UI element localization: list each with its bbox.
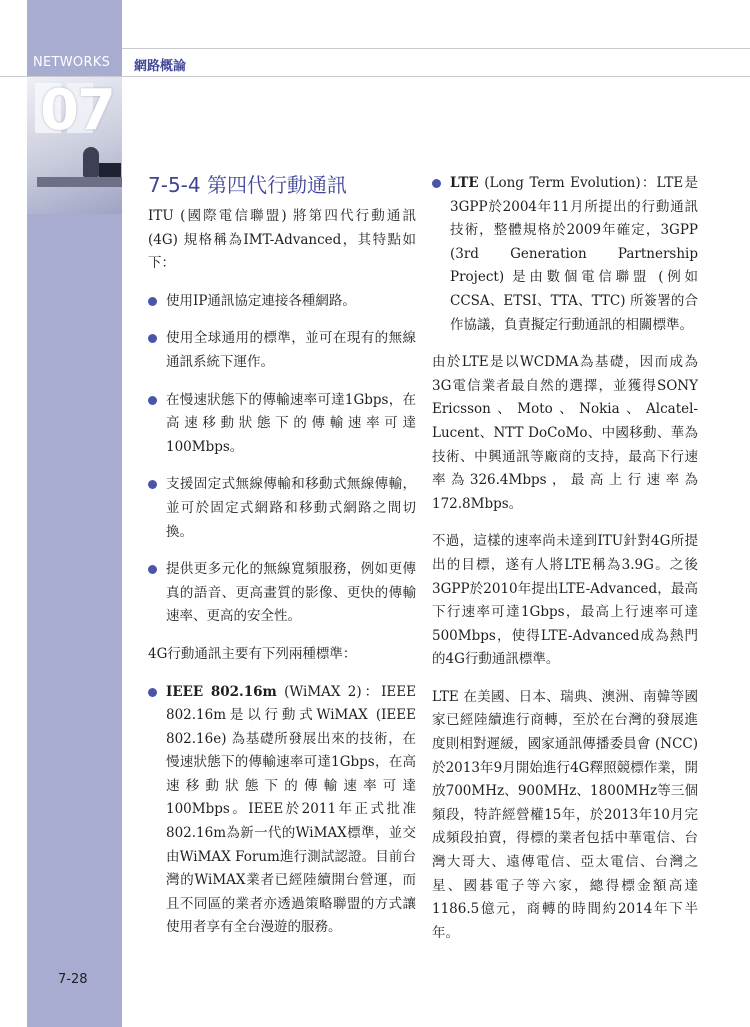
wimax-description: (WiMAX 2)：IEEE 802.16m是以行動式WiMAX (IEEE 802.16e) 為基礎所發展出來的技術，在慢速狀態下的傳輸速率可達1Gbps，在高速移動狀態下的傳輸速率可達100Mbps。IEEE於2011年正式批准802.16m為新一代的WiMAX標準，並交由WiMAX Forum進行測試認證。目前台灣的WiMAX業者已經陸續開台營運，而且不同區的業者亦透過策略聯盟的方式讓使用者享有全台漫遊的服務。: [166, 683, 416, 936]
wimax-term: IEEE 802.16m: [166, 683, 277, 700]
standards-list-continued: [432, 172, 698, 337]
list-item: [148, 681, 416, 941]
photo-desk: [37, 177, 122, 187]
bullet-icon: [148, 334, 157, 343]
feature-text: 支援固定式無線傳輸和移動式無線傳輸，並可於固定式網路和移動式網路之間切換。: [166, 476, 416, 540]
feature-text: 使用全球通用的標準，並可在現有的無線通訊系統下運作。: [166, 330, 416, 370]
section-title: 7-5-4 第四代行動通訊: [148, 173, 347, 197]
list-item: [432, 172, 698, 337]
intro-paragraph: ITU (國際電信聯盟) 將第四代行動通訊 (4G) 規格稱為IMT-Advanced，其特點如下：: [148, 208, 416, 272]
bullet-icon: [148, 688, 157, 697]
feature-text: 提供更多元化的無線寬頻服務，例如更傳真的語音、更高畫質的影像、更快的傳輸速率、更高的安全性。: [166, 561, 416, 625]
lte-description: (Long Term Evolution)：LTE是3GPP於2004年11月所提出的行動通訊技術，整體規格於2009年確定，3GPP (3rd Generation Partnership Project) 是由數個電信聯盟 (例如CCSA、ETSI、TTA、TTC) 所簽署的合作協議，負責擬定行動通訊的相關標準。: [450, 175, 698, 333]
feature-text: 在慢速狀態下的傳輸速率可達1Gbps，在高速移動狀態下的傳輸速率可達100Mbps。: [166, 391, 416, 455]
photo-person: [83, 147, 99, 177]
lte-paragraph-2: 不過，這樣的速率尚未達到ITU針對4G所提出的目標，遂有人將LTE稱為3.9G。之後3GPP於2010年提出LTE-Advanced，最高下行速率可達1Gbps，最高上行速率可達500Mbps，使得LTE-Advanced成為熱門的4G行動通訊標準。: [432, 533, 698, 668]
standards-list: [148, 681, 416, 941]
feature-text: 使用IP通訊協定連接各種網路。: [166, 292, 356, 309]
header-section-zh: 網路概論: [134, 59, 187, 74]
bullet-icon: [148, 297, 157, 306]
page-number: 7-28: [58, 972, 88, 987]
header-section-en: NETWORKS: [33, 55, 111, 70]
bullet-icon: [148, 396, 157, 405]
lte-paragraph-1: 由於LTE是以WCDMA為基礎，因而成為3G電信業者最自然的選擇，並獲得SONY Ericsson、Moto、Nokia、Alcatel-Lucent、NTT DoCoMo、中國移動、華為技術、中興通訊等廠商的支持，最高下行速率為326.4Mbps，最高上行速率為172.8Mbps。: [432, 354, 698, 512]
bullet-icon: [148, 565, 157, 574]
chapter-number: 07: [40, 78, 114, 143]
bullet-icon: [432, 179, 441, 188]
list-item: [148, 290, 416, 314]
list-item: [148, 558, 416, 629]
photo-laptop: [99, 163, 121, 177]
feature-list: [148, 290, 416, 629]
list-item: [148, 389, 416, 460]
standards-intro: 4G行動通訊主要有下列兩種標準：: [148, 645, 357, 662]
bullet-icon: [148, 480, 157, 489]
list-item: [148, 473, 416, 544]
list-item: [148, 327, 416, 374]
lte-term: LTE: [450, 175, 479, 191]
header-divider-top: [122, 48, 750, 49]
left-column: [148, 172, 416, 954]
lte-paragraph-3: LTE 在美國、日本、瑞典、澳洲、南韓等國家已經陸續進行商轉，至於在台灣的發展進度則相對遲緩，國家通訊傳播委員會 (NCC) 於2013年9月開始進行4G釋照競標作業，開放700MHz、900MHz、1800MHz等三個頻段，特許經營權15年，於2013年10月完成頻段拍賣，得標的業者包括中華電信、台灣大哥大、遠傳電信、亞太電信、台灣之星、國碁電子等六家，總得標金額高達1186.5億元，商轉的時間約2014年下半年。: [432, 688, 698, 941]
right-column: [432, 172, 698, 959]
